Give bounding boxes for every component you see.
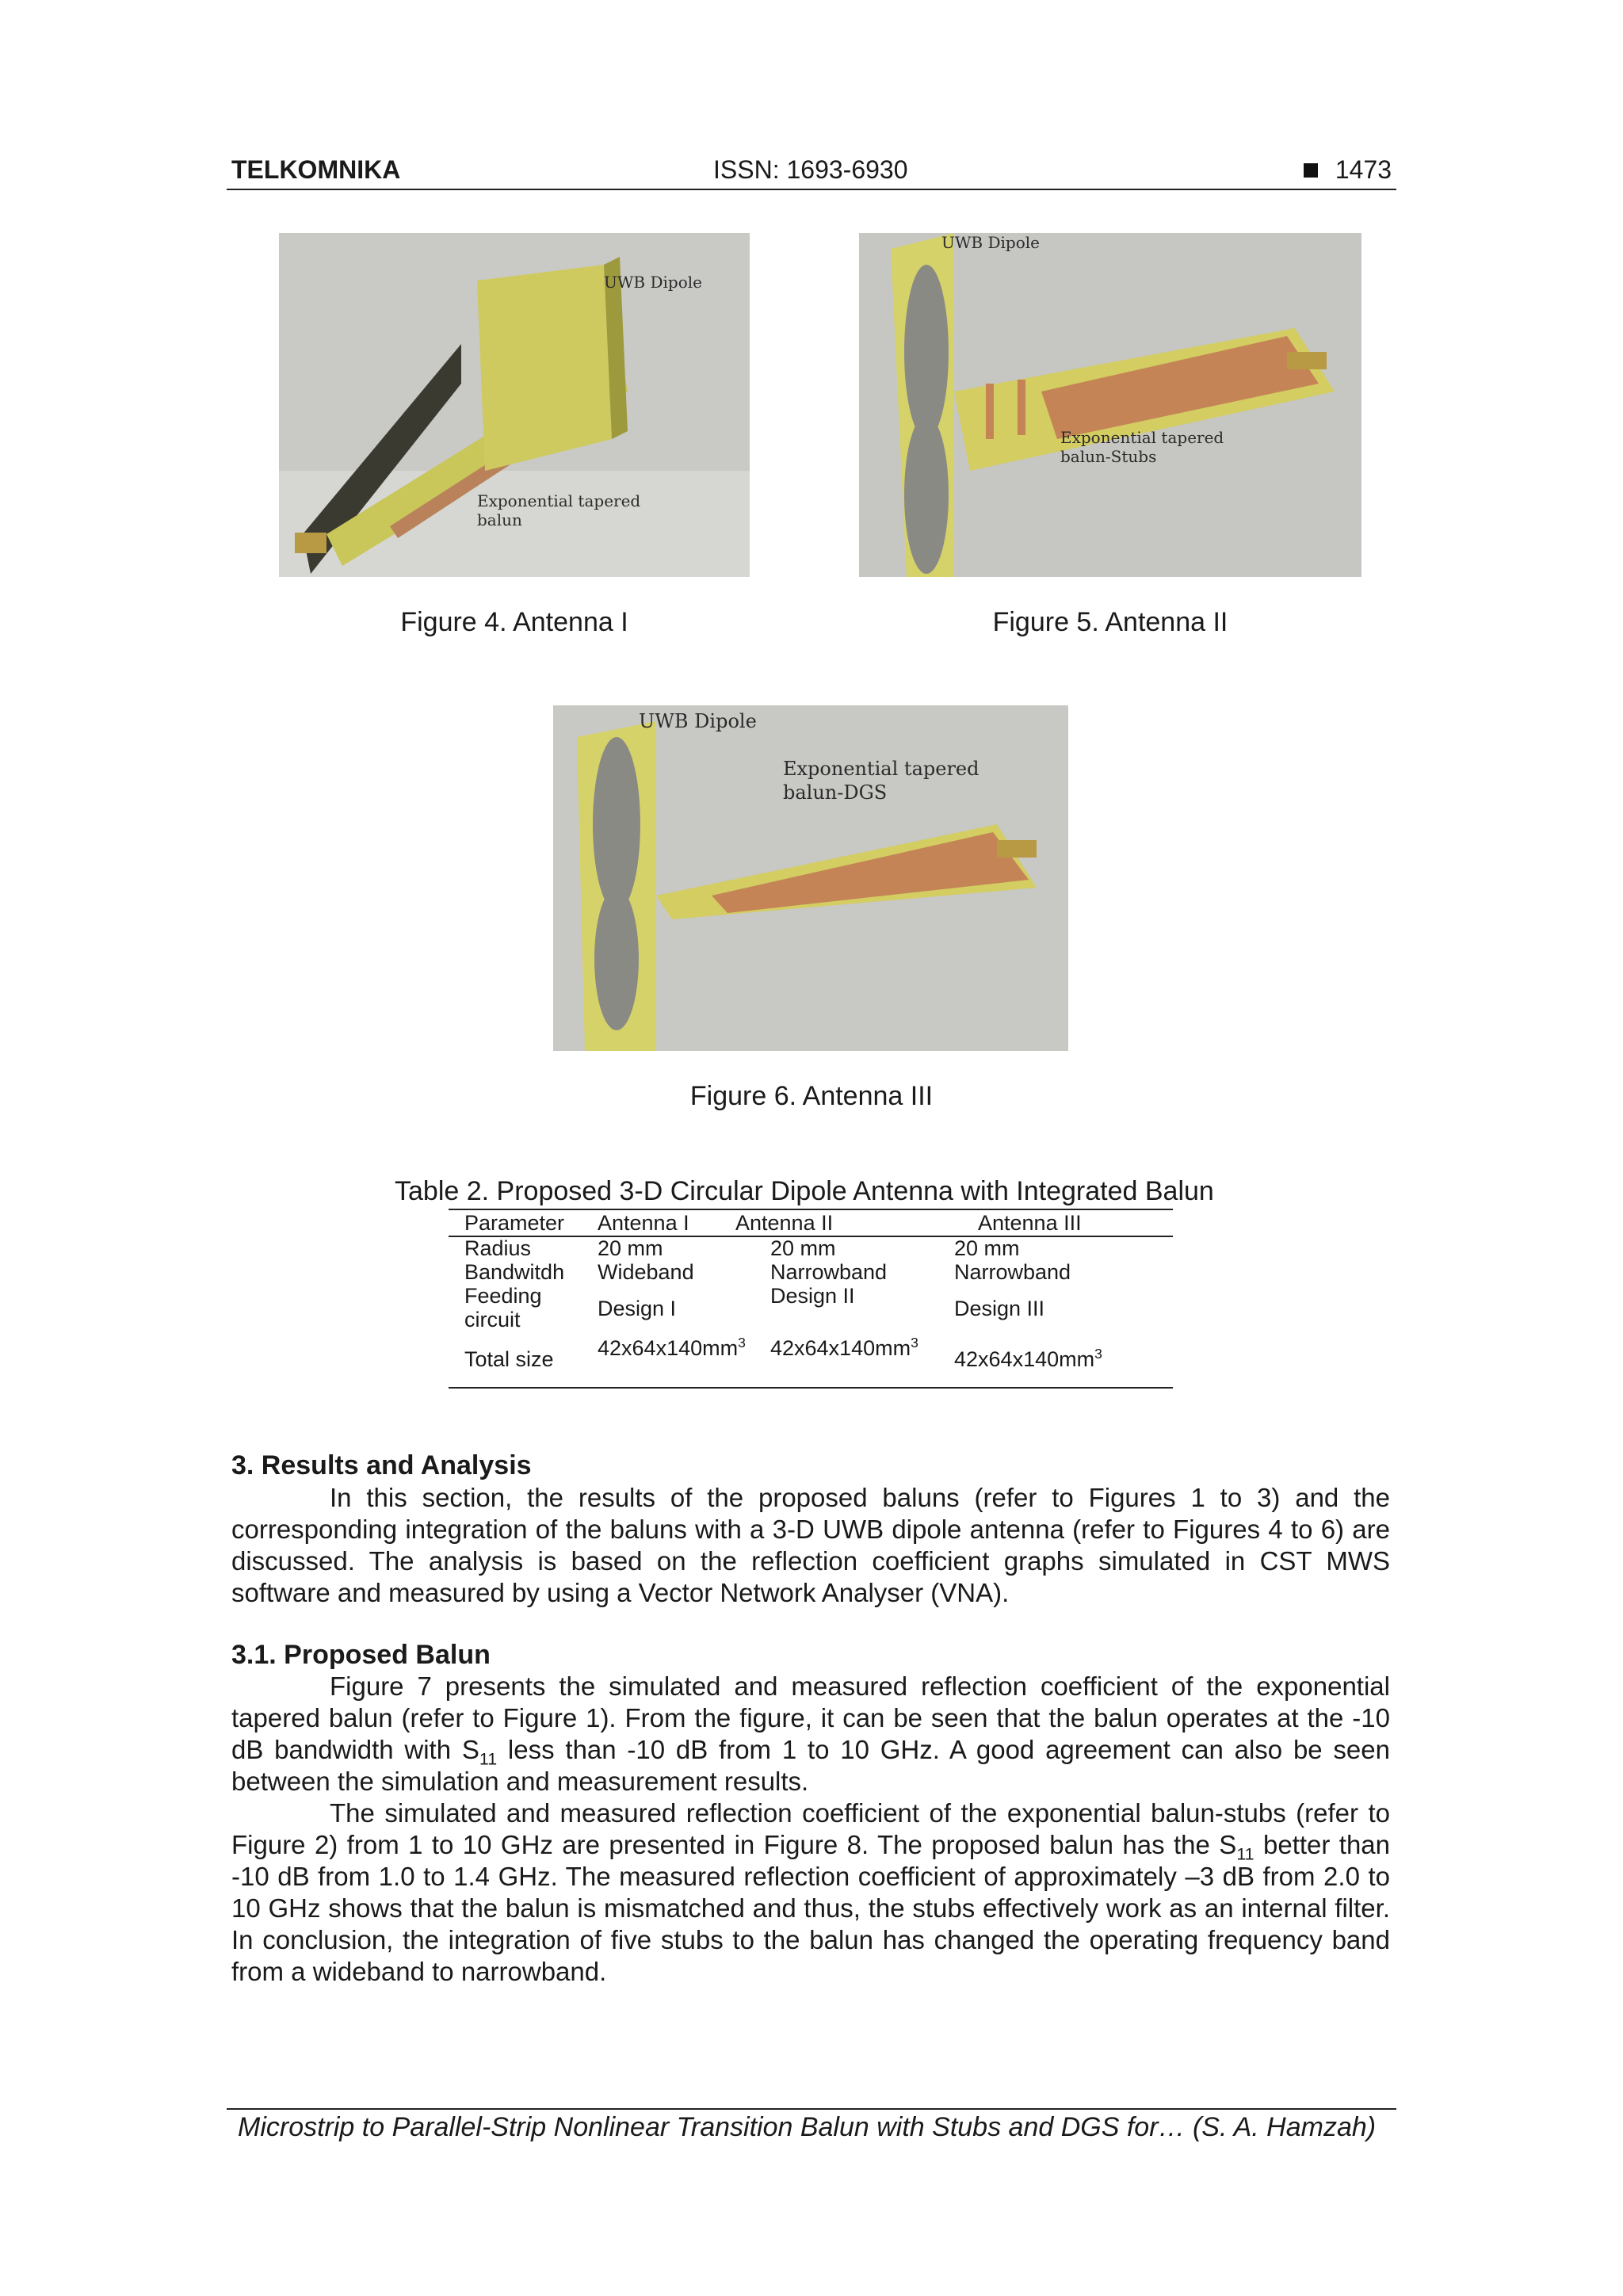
unit-superscript: 3 bbox=[911, 1335, 918, 1350]
table-cell: Wideband bbox=[598, 1260, 694, 1284]
table-cell: $42x64x140mm^3$ bbox=[598, 1335, 746, 1360]
page-number: 1473 bbox=[1335, 155, 1392, 184]
antenna-iii-photo bbox=[553, 705, 1068, 1051]
issn: ISSN: 1693-6930 bbox=[713, 155, 908, 184]
unit-superscript: 3 bbox=[738, 1335, 746, 1350]
label-exponential-tapered: Exponential tapered bbox=[477, 491, 641, 510]
figure-4-caption: Figure 4. Antenna I bbox=[400, 607, 628, 637]
balun-text bbox=[231, 1671, 1390, 1988]
table-cell: Design II bbox=[770, 1284, 855, 1308]
text-run: less than -10 dB from 1 to 10 GHz. A good agreement can also be seen between the simulation and measurement results. bbox=[231, 1735, 1390, 1796]
table-bottom-rule bbox=[449, 1387, 1173, 1389]
subscript: 11 bbox=[479, 1749, 498, 1769]
antenna-ii-illustration bbox=[859, 233, 1361, 577]
table-cell: $42x64x140mm^3$ bbox=[954, 1346, 1102, 1371]
table-2 bbox=[464, 1209, 1168, 1371]
table-cell: Total size bbox=[464, 1347, 554, 1371]
table-row bbox=[464, 1331, 1168, 1371]
section-heading: 3. Results and Analysis bbox=[231, 1450, 532, 1480]
table-cell: 20 mm bbox=[770, 1236, 836, 1260]
square-bullet-icon bbox=[1304, 163, 1318, 178]
table-header-cell: Antenna II bbox=[735, 1210, 834, 1235]
table-cell: Narrowband bbox=[954, 1260, 1071, 1284]
table-cell: Design I bbox=[598, 1297, 677, 1320]
table-header-cell: Antenna I bbox=[598, 1210, 689, 1235]
balun-paragraph-1 bbox=[231, 1671, 1390, 1797]
table-header-row bbox=[464, 1209, 1168, 1236]
label-balun: balun bbox=[477, 510, 522, 529]
table-cell: $42x64x140mm^3$ bbox=[770, 1335, 918, 1360]
table-cell: Narrowband bbox=[770, 1260, 888, 1284]
table-cell: 20 mm bbox=[598, 1236, 663, 1260]
table-cell: Design III bbox=[954, 1297, 1045, 1320]
table-row bbox=[464, 1260, 1168, 1284]
label-uwb-dipole: UWB Dipole bbox=[941, 233, 1040, 252]
label-uwb-dipole: UWB Dipole bbox=[604, 273, 702, 292]
table-cell: 20 mm bbox=[954, 1236, 1020, 1260]
text-run: better than -10 dB from 1.0 to 1.4 GHz. The measured reflection coefficient of approximately –3 dB from 2.0 to 10 GHz shows that the balun is mismatched and thus, the stubs effectively work as an internal filter. In conclusion, the integration of five stubs to the balun has changed the operating frequency band from a wideband to narrowband. bbox=[231, 1830, 1391, 1986]
header-rule bbox=[227, 189, 1396, 190]
table-cell: Feeding circuit bbox=[464, 1284, 542, 1331]
label-exponential-tapered: Exponential tapered bbox=[783, 758, 980, 780]
subscript: 11 bbox=[1236, 1844, 1254, 1864]
unit-superscript: 3 bbox=[1094, 1346, 1102, 1362]
figure-5-caption: Figure 5. Antenna II bbox=[992, 607, 1228, 637]
table-header-cell: Parameter bbox=[464, 1210, 565, 1235]
text-run: Figure 7 presents the simulated and measured reflection coefficient of the exponential tapered balun (refer to Figure 1). From the figure, it can be seen that the balun operates at the -10 dB bandwidth with S bbox=[231, 1671, 1390, 1764]
table-cell: Radius bbox=[464, 1236, 532, 1260]
running-footer: Microstrip to Parallel-Strip Nonlinear Transition Balun with Stubs and DGS for… (S. A. Hamzah) bbox=[238, 2112, 1377, 2142]
balun-paragraph-2 bbox=[231, 1797, 1390, 1988]
table-title: Table 2. Proposed 3-D Circular Dipole Antenna with Integrated Balun bbox=[395, 1176, 1214, 1206]
page-number-group bbox=[1304, 155, 1392, 185]
label-balun-stubs: balun-Stubs bbox=[1060, 447, 1157, 466]
results-paragraph: In this section, the results of the proposed baluns (refer to Figures 1 to 3) and the corresponding integration of the baluns with a 3-D UWB dipole antenna (refer to Figures 4 to 6) are discussed. The analysis is based on the reflection coefficient graphs simulated in CST MWS software and measured by using a Vector Network Analyser (VNA). bbox=[231, 1483, 1390, 1607]
antenna-ii-photo bbox=[859, 233, 1361, 577]
label-uwb-dipole: UWB Dipole bbox=[639, 710, 757, 732]
table-container bbox=[464, 1209, 1168, 1371]
footer-rule bbox=[227, 2108, 1396, 2110]
label-balun-dgs: balun-DGS bbox=[783, 781, 888, 804]
table-row bbox=[464, 1236, 1168, 1260]
antenna-i-photo bbox=[279, 233, 750, 577]
text-run: The simulated and measured reflection coefficient of the exponential balun-stubs (refer to Figure 2) from 1 to 10 GHz are presented in Figure 8. The proposed balun has the S bbox=[231, 1798, 1390, 1859]
table-row bbox=[464, 1284, 1168, 1331]
journal-name: TELKOMNIKA bbox=[231, 155, 401, 184]
subsection-heading: 3.1. Proposed Balun bbox=[231, 1640, 491, 1670]
table-header-cell: Antenna III bbox=[978, 1210, 1082, 1235]
label-exponential-tapered: Exponential tapered bbox=[1060, 428, 1224, 447]
table-cell: Bandwitdh bbox=[464, 1260, 565, 1284]
figure-6-caption: Figure 6. Antenna III bbox=[689, 1081, 934, 1111]
